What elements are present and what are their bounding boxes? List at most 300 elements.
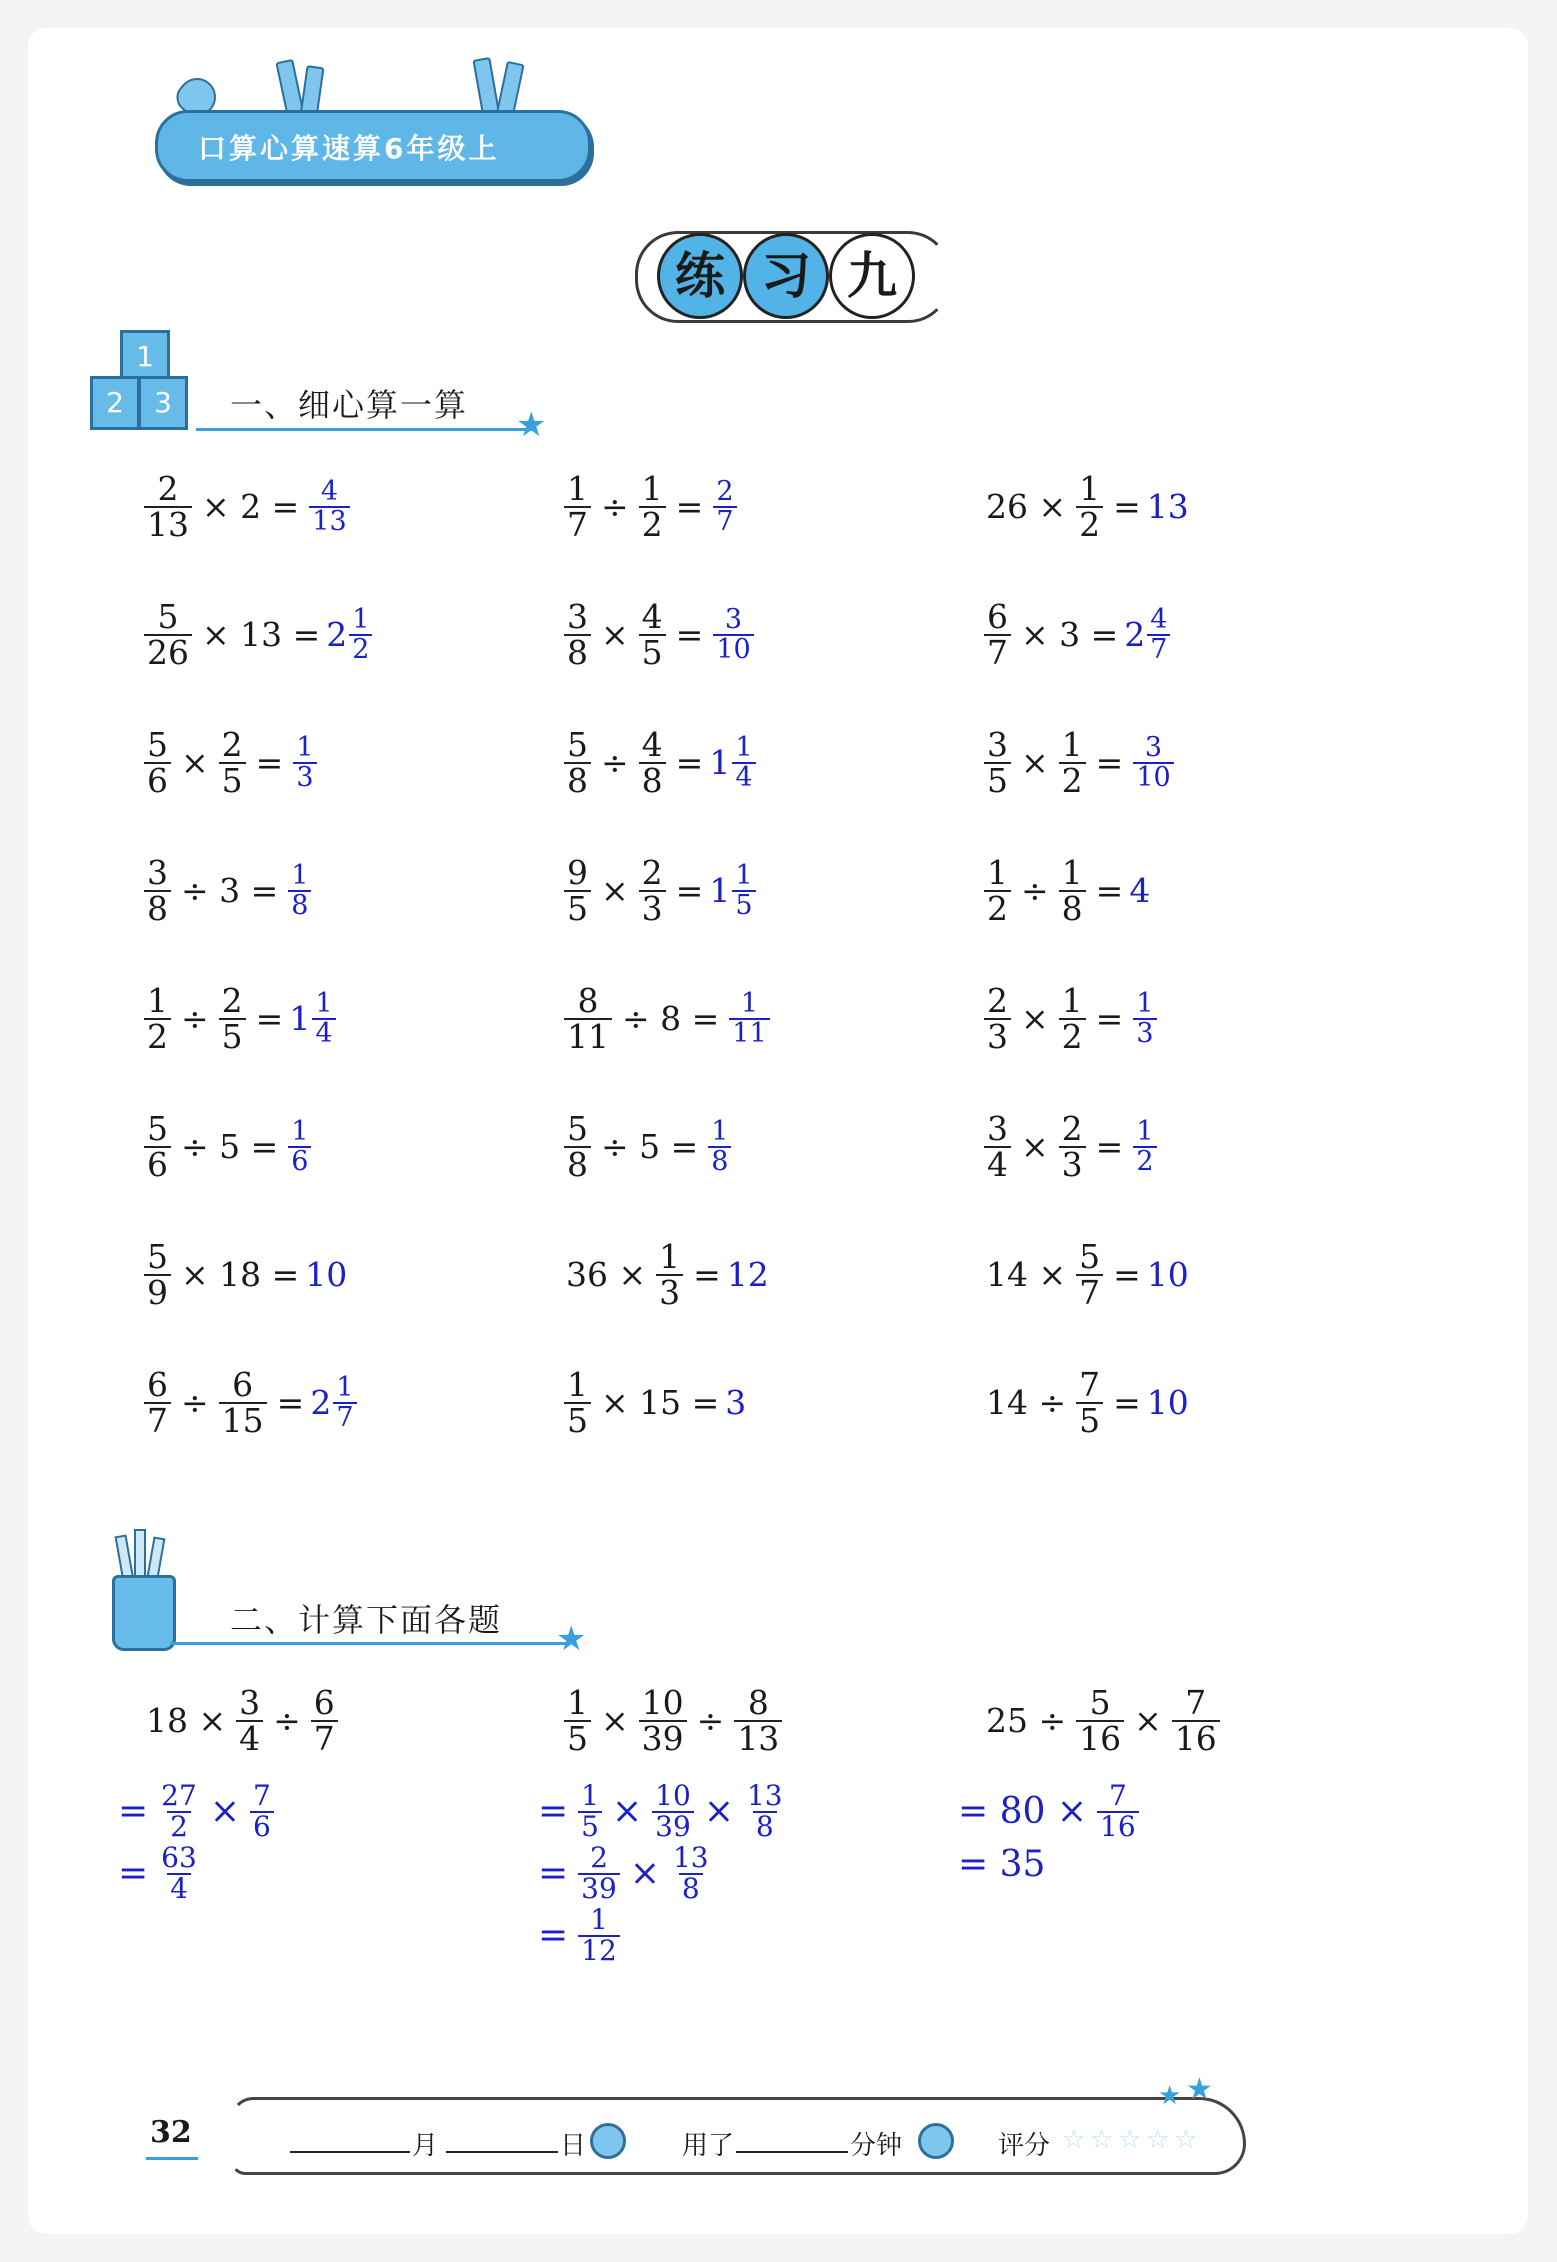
fraction — [144, 1237, 171, 1312]
denominator: 11 — [564, 1018, 612, 1054]
denominator: 3 — [1059, 1146, 1086, 1182]
fraction — [734, 1683, 782, 1758]
section2-title: 二、计算下面各题 — [230, 1601, 503, 1639]
numerator: 6 — [313, 1683, 335, 1722]
fraction — [564, 725, 591, 800]
fraction — [578, 1903, 620, 1967]
operator: × 15 = — [601, 1383, 720, 1423]
denominator: 8 — [144, 890, 171, 926]
numerator: 2 — [716, 476, 734, 508]
handwritten-answer — [1147, 1255, 1187, 1294]
denominator: 6 — [144, 762, 171, 798]
denominator: 13 — [734, 1720, 782, 1756]
day-blank[interactable] — [446, 2151, 558, 2153]
book-title: 口算心算速算6年级上 — [198, 132, 500, 165]
fraction — [1097, 1779, 1139, 1843]
handwritten-answer — [725, 1383, 747, 1423]
operator: × — [181, 743, 209, 783]
alarm-clock-icon — [918, 2123, 954, 2159]
star-icon: ★ — [1158, 2081, 1182, 2111]
denominator: 26 — [144, 634, 192, 670]
calc-problem — [140, 1683, 342, 1758]
operator: × 3 = — [1021, 615, 1119, 655]
numerator: 5 — [567, 1109, 588, 1148]
numerator: 4 — [1150, 604, 1168, 636]
problem — [560, 1109, 735, 1184]
rating-star-icon[interactable]: ☆ — [1174, 2125, 1198, 2155]
cup-body — [112, 1575, 176, 1651]
operator: ÷ — [181, 1383, 209, 1423]
handwritten-answer — [1129, 871, 1151, 911]
minutes-blank[interactable] — [736, 2151, 848, 2153]
denominator: 7 — [1147, 634, 1170, 664]
denominator: 3 — [639, 890, 666, 926]
operator: ÷ — [1021, 871, 1049, 911]
fraction — [311, 1683, 338, 1758]
section2-underline — [170, 1642, 570, 1645]
fraction — [144, 853, 171, 928]
denominator: 8 — [564, 634, 591, 670]
fraction — [713, 606, 753, 663]
numerator: 2 — [641, 853, 663, 892]
fraction — [1133, 734, 1173, 791]
fraction — [564, 597, 591, 672]
fraction — [1059, 1109, 1086, 1184]
problem — [140, 725, 321, 800]
denominator: 5 — [564, 1720, 591, 1756]
denominator: 15 — [219, 1402, 267, 1438]
operator: ÷ — [601, 487, 629, 527]
fraction — [564, 853, 591, 928]
star-icon: ★ — [1186, 2072, 1213, 2107]
fraction — [219, 981, 246, 1056]
operator: ÷ 5 = — [601, 1127, 699, 1167]
problem — [980, 725, 1178, 800]
operator: = — [255, 999, 284, 1039]
operator: = — [675, 743, 704, 783]
denominator: 2 — [349, 634, 372, 664]
number-blocks-icon — [90, 330, 200, 430]
numerator: 27 — [161, 1779, 197, 1812]
star-icon: ★ — [556, 1619, 587, 1659]
fraction — [250, 1779, 274, 1843]
denominator: 6 — [288, 1146, 311, 1176]
numerator: 1 — [740, 988, 759, 1020]
calc-problem — [560, 1683, 786, 1758]
handwritten-answer — [727, 1255, 767, 1294]
whole-number: 1 — [709, 743, 731, 783]
denominator: 16 — [1076, 1720, 1124, 1756]
fraction — [984, 853, 1011, 928]
fraction — [144, 981, 171, 1056]
fraction — [744, 1779, 786, 1843]
handwritten-step — [112, 1779, 278, 1843]
step-operator: × — [209, 1791, 240, 1833]
denominator: 11 — [729, 1018, 769, 1048]
fraction — [670, 1841, 712, 1905]
numerator: 5 — [147, 1237, 168, 1276]
fraction — [1133, 1118, 1156, 1175]
denominator: 5 — [639, 634, 666, 670]
rating-star-icon[interactable]: ☆ — [1118, 2125, 1142, 2155]
whole-number: 1 — [709, 871, 731, 911]
numerator: 8 — [747, 1683, 769, 1722]
fraction — [564, 1109, 591, 1184]
exercise-title-char: 练 — [657, 233, 743, 319]
numerator: 1 — [1079, 469, 1101, 508]
fraction — [732, 862, 755, 919]
operator: × — [1134, 1701, 1162, 1741]
exercise-title-char: 九 — [829, 233, 915, 319]
operator: 36 × — [566, 1255, 647, 1295]
number-block: 3 — [138, 376, 188, 430]
numerator: 2 — [221, 981, 243, 1020]
handwritten-answer — [1129, 734, 1177, 791]
denominator: 2 — [1076, 506, 1103, 542]
handwritten-answer — [289, 990, 339, 1047]
numerator: 10 — [655, 1779, 691, 1812]
handwritten-answer — [709, 862, 759, 919]
fraction — [564, 469, 591, 544]
operator: 14 × — [986, 1255, 1067, 1295]
denominator: 2 — [984, 890, 1011, 926]
whole-number: 4 — [1129, 871, 1151, 911]
numerator: 5 — [147, 725, 168, 764]
problem — [140, 1365, 361, 1440]
whole-number: 10 — [305, 1255, 348, 1295]
fraction — [639, 853, 666, 928]
denominator: 8 — [753, 1811, 777, 1842]
fraction — [1076, 1683, 1124, 1758]
operator: 25 ÷ — [986, 1701, 1067, 1741]
operator: = — [1095, 999, 1124, 1039]
operator: ÷ — [181, 999, 209, 1039]
operator: × — [601, 871, 629, 911]
numerator: 1 — [567, 469, 588, 508]
fraction — [288, 1118, 311, 1175]
numerator: 3 — [1144, 732, 1163, 764]
denominator: 4 — [984, 1146, 1011, 1182]
numerator: 9 — [567, 853, 588, 892]
fraction — [158, 1841, 200, 1905]
denominator: 2 — [167, 1811, 191, 1842]
whole-number: 2 — [1124, 615, 1146, 655]
denominator: 4 — [236, 1720, 263, 1756]
whole-number: 10 — [1146, 1255, 1189, 1295]
denominator: 5 — [219, 762, 246, 798]
denominator: 5 — [564, 890, 591, 926]
denominator: 39 — [578, 1873, 620, 1904]
step-operator: = 80 × — [958, 1791, 1088, 1833]
fraction — [1059, 725, 1086, 800]
handwritten-answer — [310, 1374, 360, 1431]
numerator: 1 — [352, 604, 370, 636]
numerator: 4 — [641, 725, 663, 764]
handwritten-step — [532, 1903, 624, 1967]
fraction — [1147, 606, 1170, 663]
denominator: 12 — [578, 1935, 620, 1966]
denominator: 3 — [293, 762, 316, 792]
star-icon: ★ — [516, 405, 547, 445]
numerator: 5 — [157, 597, 179, 636]
problem — [980, 1365, 1189, 1440]
denominator: 4 — [312, 1018, 335, 1048]
step-operator: × — [629, 1853, 660, 1895]
denominator: 13 — [309, 506, 349, 536]
denominator: 7 — [311, 1720, 338, 1756]
page-number: 32 — [150, 2115, 192, 2150]
denominator: 5 — [984, 762, 1011, 798]
operator: × — [1021, 743, 1049, 783]
numerator: 1 — [147, 981, 168, 1020]
operator: 18 × — [146, 1701, 227, 1741]
denominator: 3 — [656, 1274, 683, 1310]
fraction — [578, 1841, 620, 1905]
numerator: 3 — [567, 597, 588, 636]
denominator: 3 — [1133, 1018, 1156, 1048]
numerator: 2 — [221, 725, 243, 764]
numerator: 1 — [315, 988, 333, 1020]
operator: = — [276, 1383, 305, 1423]
denominator: 2 — [639, 506, 666, 542]
denominator: 16 — [1172, 1720, 1220, 1756]
problem — [140, 1109, 315, 1184]
numerator: 8 — [577, 981, 599, 1020]
numerator: 1 — [336, 1372, 354, 1404]
section1-title: 一、细心算一算 — [230, 386, 469, 424]
whole-number: 12 — [726, 1255, 769, 1295]
denominator: 8 — [288, 890, 311, 920]
day-label: 日 — [560, 2131, 587, 2161]
fraction — [1076, 1365, 1103, 1440]
denominator: 3 — [984, 1018, 1011, 1054]
problem — [980, 1237, 1189, 1312]
denominator: 8 — [708, 1146, 731, 1176]
whole-number: 2 — [326, 615, 348, 655]
operator: = — [675, 615, 704, 655]
problem — [980, 469, 1189, 544]
operator: = — [1113, 487, 1141, 527]
month-blank[interactable] — [290, 2151, 410, 2153]
denominator: 8 — [564, 762, 591, 798]
fraction — [656, 1237, 683, 1312]
denominator: 8 — [679, 1873, 703, 1904]
fraction — [564, 981, 612, 1056]
numerator: 1 — [291, 1116, 309, 1148]
problem — [560, 1365, 747, 1440]
fraction — [732, 734, 755, 791]
denominator: 7 — [984, 634, 1011, 670]
denominator: 7 — [1076, 1274, 1103, 1310]
operator: = — [675, 871, 704, 911]
handwritten-answer — [709, 734, 759, 791]
operator: = — [255, 743, 284, 783]
numerator: 1 — [1136, 988, 1154, 1020]
numerator: 4 — [320, 476, 339, 508]
fraction — [349, 606, 372, 663]
section1-underline — [196, 428, 536, 431]
problem — [980, 981, 1161, 1056]
fraction — [1076, 1237, 1103, 1312]
denominator: 5 — [564, 1402, 591, 1438]
exercise-title-char: 习 — [743, 233, 829, 319]
numerator: 1 — [735, 860, 753, 892]
numerator: 1 — [581, 1779, 599, 1812]
denominator: 7 — [144, 1402, 171, 1438]
numerator: 13 — [746, 1779, 783, 1812]
fraction — [219, 725, 246, 800]
denominator: 5 — [1076, 1402, 1103, 1438]
problem — [560, 725, 760, 800]
fraction — [293, 734, 316, 791]
numerator: 1 — [291, 860, 309, 892]
operator: × — [601, 615, 629, 655]
denominator: 7 — [713, 506, 736, 536]
handwritten-step — [952, 1779, 1143, 1843]
step-operator: = — [118, 1853, 149, 1895]
denominator: 4 — [732, 762, 755, 792]
handwritten-step — [112, 1841, 204, 1905]
fraction — [639, 469, 666, 544]
handwritten-answer — [1129, 1118, 1160, 1175]
fraction — [984, 597, 1011, 672]
fraction — [219, 1365, 267, 1440]
fraction — [984, 981, 1011, 1056]
operator: × 2 = — [202, 487, 300, 527]
denominator: 13 — [144, 506, 192, 542]
denominator: 39 — [639, 1720, 687, 1756]
denominator: 8 — [1059, 890, 1086, 926]
operator: × 18 = — [181, 1255, 300, 1295]
numerator: 5 — [1089, 1683, 1111, 1722]
operator: = — [675, 487, 704, 527]
numerator: 1 — [567, 1683, 588, 1722]
numerator: 5 — [567, 725, 588, 764]
problem — [560, 469, 741, 544]
whole-number: 1 — [289, 999, 311, 1039]
handwritten-answer — [326, 606, 376, 663]
fraction — [652, 1779, 694, 1843]
problem — [140, 469, 354, 544]
fraction — [729, 990, 769, 1047]
denominator: 2 — [1059, 762, 1086, 798]
denominator: 7 — [564, 506, 591, 542]
numerator: 13 — [672, 1841, 709, 1874]
fraction — [1059, 981, 1086, 1056]
problem — [980, 853, 1151, 928]
numerator: 1 — [1136, 1116, 1154, 1148]
handwritten-answer — [1129, 990, 1160, 1047]
denominator: 5 — [732, 890, 755, 920]
rating-star-icon[interactable]: ☆ — [1146, 2125, 1170, 2155]
fraction — [144, 725, 171, 800]
fraction — [333, 1374, 356, 1431]
problem — [980, 1109, 1161, 1184]
fraction — [1172, 1683, 1220, 1758]
handwritten-step — [532, 1841, 716, 1905]
numerator: 1 — [659, 1237, 681, 1276]
numerator: 6 — [232, 1365, 254, 1404]
score-label: 评分 — [998, 2131, 1051, 2161]
fraction — [312, 990, 335, 1047]
numerator: 3 — [239, 1683, 261, 1722]
numerator: 5 — [147, 1109, 168, 1148]
denominator: 2 — [1059, 1018, 1086, 1054]
handwritten-answer — [305, 1255, 348, 1295]
numerator: 63 — [161, 1841, 197, 1874]
fraction — [1059, 853, 1086, 928]
handwritten-answer — [284, 1118, 315, 1175]
fraction — [564, 1365, 591, 1440]
number-block: 1 — [120, 330, 170, 384]
fraction — [639, 725, 666, 800]
operator: ÷ 5 = — [181, 1127, 279, 1167]
denominator: 39 — [652, 1811, 694, 1842]
numerator: 1 — [590, 1903, 608, 1936]
numerator: 10 — [641, 1683, 684, 1722]
numerator: 1 — [1061, 981, 1083, 1020]
denominator: 10 — [1133, 762, 1173, 792]
numerator: 6 — [147, 1365, 168, 1404]
numerator: 3 — [987, 725, 1008, 764]
handwritten-answer — [305, 478, 353, 535]
calc-problem — [980, 1683, 1224, 1758]
operator: ÷ — [273, 1701, 301, 1741]
operator: × 13 = — [202, 615, 321, 655]
numerator: 7 — [1108, 1779, 1127, 1812]
problem — [980, 597, 1174, 672]
handwritten-answer — [1147, 487, 1187, 526]
numerator: 5 — [1079, 1237, 1101, 1276]
month-label: 月 — [412, 2131, 439, 2161]
numerator: 3 — [724, 604, 743, 636]
fraction — [288, 862, 311, 919]
handwritten-answer — [725, 990, 773, 1047]
denominator: 8 — [639, 762, 666, 798]
problem — [140, 1237, 348, 1312]
operator: = — [693, 1255, 721, 1295]
handwritten-answer — [704, 1118, 735, 1175]
denominator: 2 — [1133, 1146, 1156, 1176]
rating-star-icon[interactable]: ☆ — [1062, 2125, 1086, 2155]
fraction — [984, 1109, 1011, 1184]
denominator: 9 — [144, 1274, 171, 1310]
numerator: 2 — [157, 469, 179, 508]
denominator: 6 — [250, 1811, 274, 1842]
exercise-title — [635, 225, 965, 321]
handwritten-answer — [1147, 1383, 1187, 1422]
numerator: 1 — [987, 853, 1008, 892]
denominator: 16 — [1097, 1811, 1139, 1842]
operator: × — [1021, 999, 1049, 1039]
operator: = — [1113, 1255, 1141, 1295]
used-label: 用了 — [682, 2131, 735, 2161]
problem — [560, 853, 760, 928]
operator: = — [1095, 743, 1124, 783]
fraction — [144, 597, 192, 672]
denominator: 2 — [144, 1018, 171, 1054]
fraction — [236, 1683, 263, 1758]
fraction — [1076, 469, 1103, 544]
fraction — [158, 1779, 200, 1843]
numerator: 1 — [641, 469, 663, 508]
operator: × — [601, 1701, 629, 1741]
step-operator: × — [612, 1791, 643, 1833]
minutes-label: 分钟 — [850, 2131, 903, 2161]
handwritten-answer — [1124, 606, 1174, 663]
numerator: 7 — [1185, 1683, 1207, 1722]
rating-star-icon[interactable]: ☆ — [1090, 2125, 1114, 2155]
